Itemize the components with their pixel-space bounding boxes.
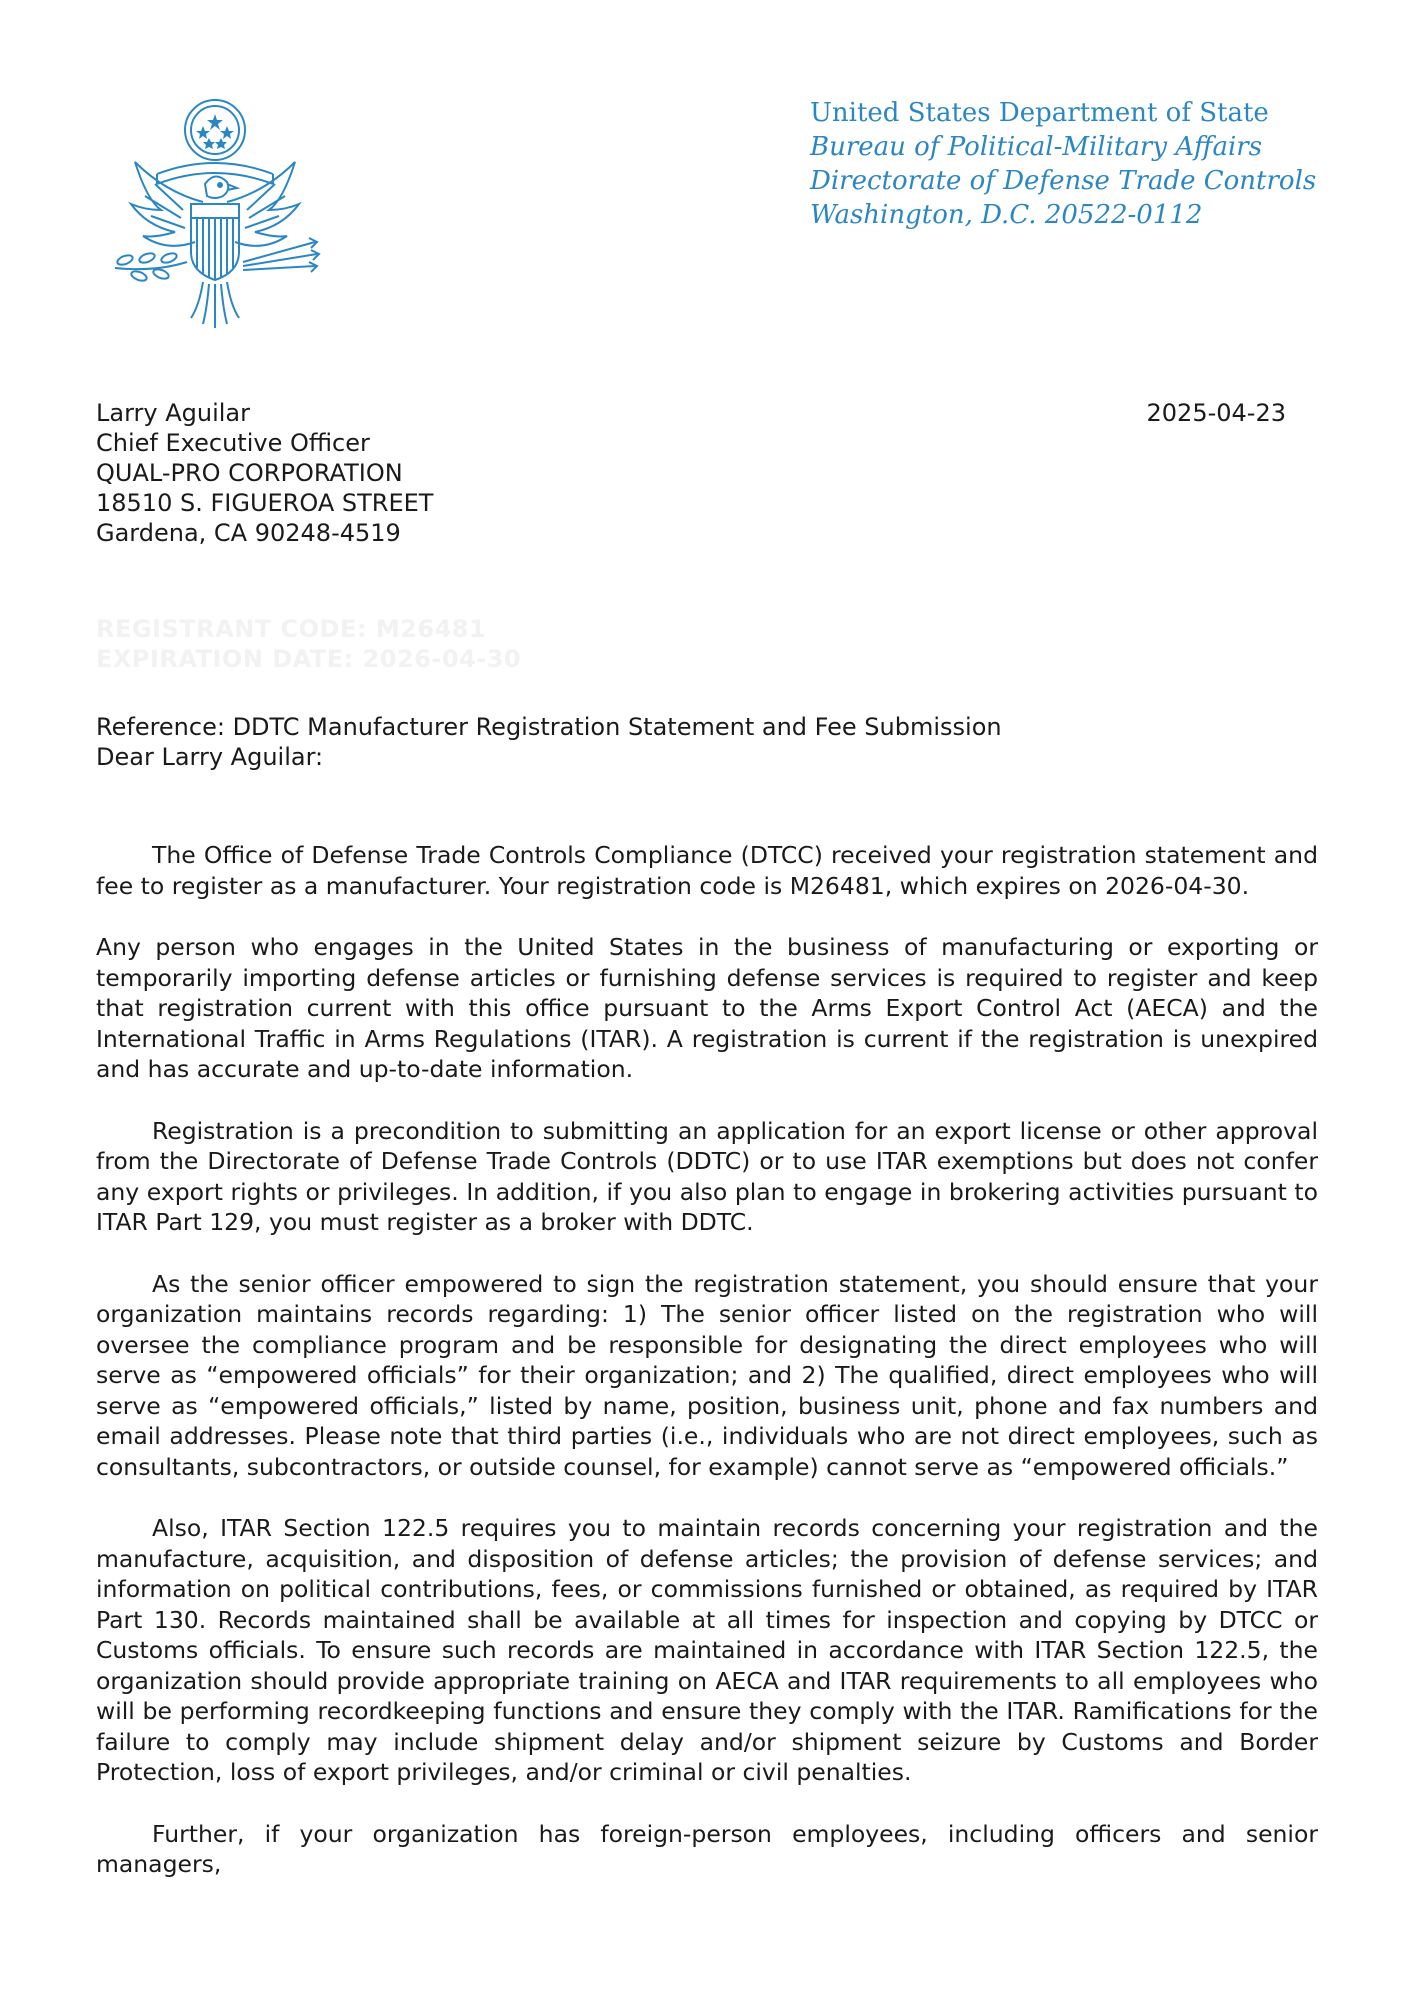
reference-line: Reference: DDTC Manufacturer Registration Statement and Fee Submission [96,713,1002,741]
body-paragraph: As the senior officer empowered to sign the registration statement, you should ensure that your organization maintains records regarding: 1) The senior officer listed on the registration who will oversee the compliance program and be responsible for designating the direct employees who will serve as “empowered officials” for their organization; and 2) The qualified, direct employees who will serve as “empowered officials,” listed by name, position, business unit, phone and fax numbers and email addresses. Please note that third parties (i.e., individuals who are not direct employees, such as consultants, subcontractors, or outside counsel, for example) cannot serve as “empowered officials.” [96,1269,1318,1481]
letter-body [96,840,1318,1911]
letterhead [810,96,1316,232]
registrant-code: REGISTRANT CODE: M26481 [96,615,487,643]
great-seal-eagle-icon [95,92,335,332]
letterhead-directorate: Directorate of Defense Trade Controls [810,166,1317,196]
letter-date: 2025-04-23 [1146,399,1286,427]
expiration-date: EXPIRATION DATE: 2026-04-30 [96,645,522,673]
letterhead-department: United States Department of State [810,98,1269,128]
recipient-name: Larry Aguilar [96,399,250,427]
recipient-address-block [96,398,433,548]
body-paragraph: Registration is a precondition to submitting an application for an export license or other approval from the Directorate of Defense Trade Controls (DDTC) or to use ITAR exemptions but does not confer any export rights or privileges. In addition, if you also plan to engage in brokering activities pursuant to ITAR Part 129, you must register as a broker with DDTC. [96,1116,1318,1236]
body-paragraph: The Office of Defense Trade Controls Compliance (DTCC) received your registration statement and fee to register as a manufacturer. Your registration code is M26481, which expires on 2026-04-30. [96,841,1318,900]
salutation: Dear Larry Aguilar: [96,743,324,771]
recipient-title: Chief Executive Officer [96,429,370,457]
recipient-street: 18510 S. FIGUEROA STREET [96,489,434,517]
body-paragraph: Further, if your organization has foreign-person employees, including officers and senior managers, [96,1819,1318,1878]
reference-block [96,712,1002,772]
letterhead-bureau: Bureau of Political-Military Affairs [810,132,1263,162]
recipient-company: QUAL-PRO CORPORATION [96,459,403,487]
recipient-city: Gardena, CA 90248-4519 [96,519,401,547]
body-paragraph: Any person who engages in the United States in the business of manufacturing or exporting or temporarily importing defense articles or furnishing defense services is required to register and keep that registration current with this office pursuant to the Arms Export Control Act (AECA) and the International Traffic in Arms Regulations (ITAR). A registration is current if the registration is unexpired and has accurate and up-to-date information. [96,933,1318,1083]
body-paragraph: Also, ITAR Section 122.5 requires you to maintain records concerning your registration and the manufacture, acquisition, and disposition of defense articles; the provision of defense services; and information on political contributions, fees, or commissions furnished or obtained, as required by ITAR Part 130. Records maintained shall be available at all times for inspection and copying by DTCC or Customs officials. To ensure such records are maintained in accordance with ITAR Section 122.5, the organization should provide appropriate training on AECA and ITAR requirements to all employees who will be performing recordkeeping functions and ensure they comply with the ITAR. Ramifications for the failure to comply may include shipment delay and/or shipment seizure by Customs and Border Protection, loss of export privileges, and/or criminal or civil penalties. [96,1514,1318,1786]
registration-block [96,614,521,674]
great-seal-logo [95,92,335,332]
letterhead-address: Washington, D.C. 20522-0112 [810,200,1203,230]
